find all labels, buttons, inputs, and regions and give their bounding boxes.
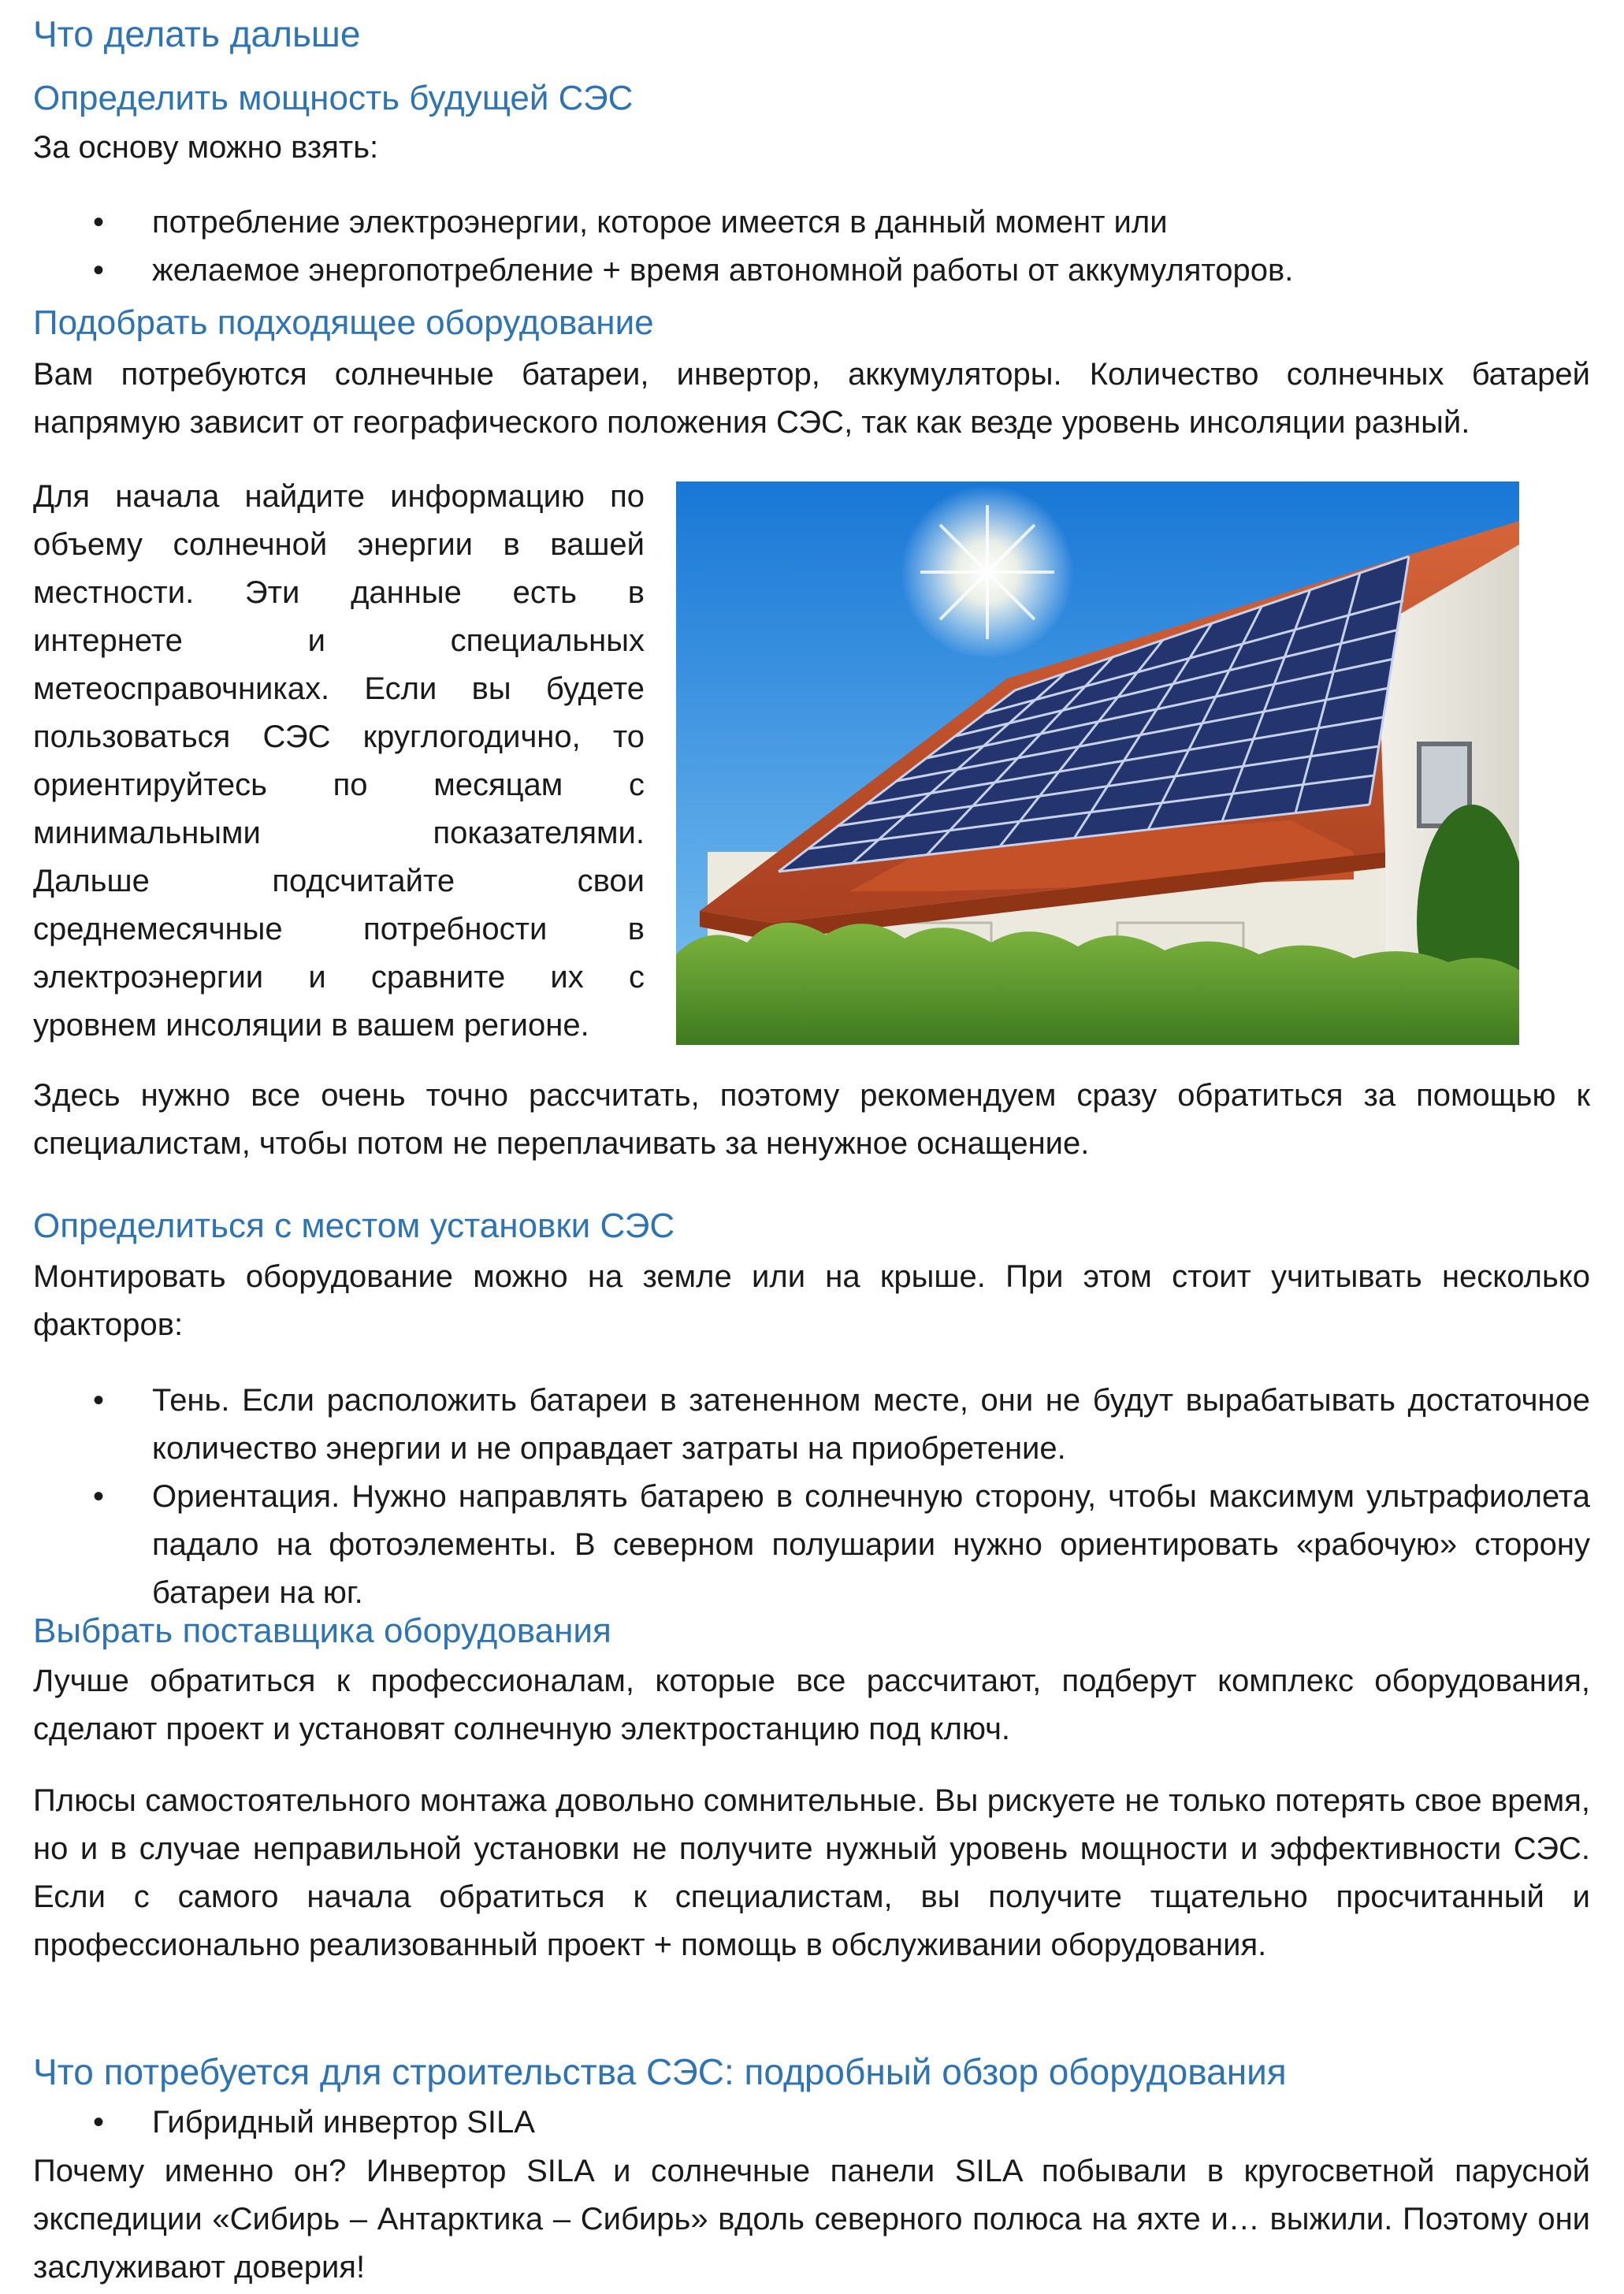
text-line: интернете и специальных bbox=[33, 623, 645, 658]
solar-house-photo bbox=[676, 481, 1519, 1045]
location-intro: Монтировать оборудование можно на земле или на крыше. При этом стоит учитывать несколько факторов: bbox=[33, 1259, 1590, 1342]
section-supplier bbox=[33, 1608, 1590, 1655]
list-item bbox=[33, 247, 1590, 295]
list-item bbox=[33, 1473, 1590, 1617]
text-line: местности. Эти данные есть в bbox=[33, 575, 645, 610]
equipment-para1: Вам потребуются солнечные батареи, инвертор, аккумуляторы. Количество солнечных батарей напрямую зависит от географического положения СЭС, так как везде уровень инсоляции разный. bbox=[33, 357, 1590, 440]
bullet-icon: • bbox=[93, 1479, 105, 1514]
bullet-text: Гибридный инвертор SILA bbox=[152, 2105, 535, 2140]
solar-house-illustration bbox=[676, 481, 1519, 1045]
bullet-icon: • bbox=[93, 2105, 105, 2140]
text-line: Для начала найдите информацию по bbox=[33, 479, 645, 514]
location-intro-block bbox=[33, 1253, 1590, 1349]
section-location bbox=[33, 1203, 1590, 1250]
text-line: электроэнергии и сравните их с bbox=[33, 960, 645, 995]
text-line: минимальными показателями. bbox=[33, 816, 645, 850]
equipment-para1-block bbox=[33, 351, 1590, 447]
list-item bbox=[33, 1377, 1590, 1473]
text-line: ориентируйтесь по месяцам с bbox=[33, 768, 645, 802]
heading-location: Определиться с местом установки СЭС bbox=[33, 1206, 675, 1245]
overview-para1: Почему именно он? Инвертор SILA и солнечные панели SILA побывали в кругосветной парусной экспедиции «Сибирь – Антарктика – Сибирь» вдоль северного полюса на яхте и… выжили. Поэтому они заслуживают доверия! bbox=[33, 2154, 1590, 2285]
section-next-steps bbox=[33, 10, 1590, 58]
list-item bbox=[33, 199, 1590, 247]
power-bullets bbox=[33, 199, 1590, 295]
section-power bbox=[33, 75, 1590, 122]
section-overview bbox=[33, 2048, 1590, 2095]
heading-equipment: Подобрать подходящее оборудование bbox=[33, 303, 654, 342]
text-line: пользоваться СЭС круглогодично, то bbox=[33, 719, 645, 754]
supplier-para2-block bbox=[33, 1777, 1590, 1969]
text-line: среднемесячные потребности в bbox=[33, 912, 645, 946]
heading-next-steps: Что делать дальше bbox=[33, 13, 361, 54]
supplier-para1: Лучше обратиться к профессионалам, которые все рассчитают, подберут комплекс оборудования, сделают проект и установят солнечную электростанцию под ключ. bbox=[33, 1664, 1590, 1746]
text-line: метеосправочниках. Если вы будете bbox=[33, 671, 645, 706]
power-intro-block bbox=[33, 124, 1590, 172]
equipment-para3-block bbox=[33, 1072, 1590, 1168]
heading-power: Определить мощность будущей СЭС bbox=[33, 79, 634, 117]
overview-para1-block bbox=[33, 2147, 1590, 2292]
equipment-para3: Здесь нужно все очень точно рассчитать, поэтому рекомендуем сразу обратиться за помощью к специалистам, чтобы потом не переплачивать за ненужное оснащение. bbox=[33, 1078, 1590, 1161]
bullet-text: Тень. Если расположить батареи в затененном месте, они не будут вырабатывать достаточное количество энергии и не оправдает затраты на приобретение. bbox=[152, 1383, 1590, 1466]
bullet-text: желаемое энергопотребление + время автономной работы от аккумуляторов. bbox=[152, 253, 1294, 288]
heading-overview: Что потребуется для строительства СЭС: подробный обзор оборудования bbox=[33, 2051, 1287, 2092]
text-line: Дальше подсчитайте свои bbox=[33, 864, 645, 898]
section-equipment bbox=[33, 299, 1590, 347]
text-line: объему солнечной энергии в вашей bbox=[33, 527, 645, 562]
power-intro: За основу можно взять: bbox=[33, 130, 379, 165]
supplier-para2: Плюсы самостоятельного монтажа довольно сомнительные. Вы рискуете не только потерять свое время, но и в случае неправильной установки не получите нужный уровень мощности и эффективности СЭС. Если с самого начала обратиться к специалистам, вы получите тщательно просчитанный и профессионально реализованный проект + помощь в обслуживании оборудования. bbox=[33, 1783, 1590, 1962]
bullet-icon: • bbox=[93, 1383, 105, 1418]
equipment-side-text bbox=[33, 473, 645, 1050]
bullet-icon: • bbox=[93, 253, 105, 288]
list-item bbox=[33, 2099, 1590, 2147]
text-line: уровнем инсоляции в вашем регионе. bbox=[33, 1008, 589, 1043]
heading-supplier: Выбрать поставщика оборудования bbox=[33, 1612, 611, 1650]
bullet-text: Ориентация. Нужно направлять батарею в солнечную сторону, чтобы максимум ультрафиолета падало на фотоэлементы. В северном полушарии нужно ориентировать «рабочую» сторону батареи на юг. bbox=[152, 1479, 1590, 1610]
bullet-text: потребление электроэнергии, которое имеется в данный момент или bbox=[152, 205, 1168, 240]
bullet-icon: • bbox=[93, 205, 105, 240]
supplier-para1-block bbox=[33, 1657, 1590, 1753]
location-bullets bbox=[33, 1377, 1590, 1617]
overview-bullets bbox=[33, 2099, 1590, 2147]
